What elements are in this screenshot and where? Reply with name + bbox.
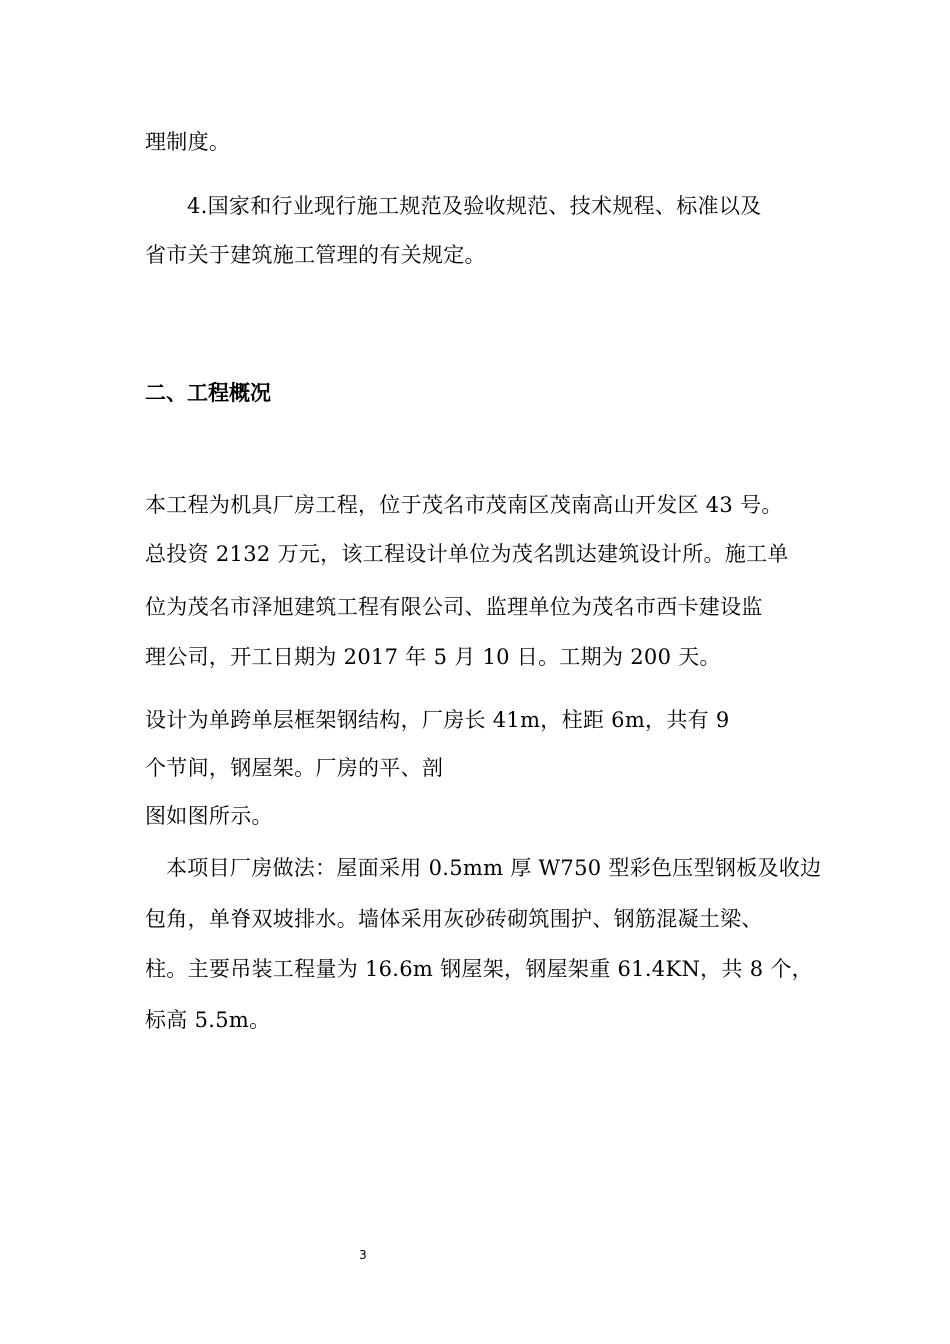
method-line-3: 柱。主要吊装工程量为 16.6m 钢屋架，钢屋架重 61.4KN，共 8 个，: [145, 957, 813, 981]
section-heading: 二、工程概况: [145, 381, 271, 405]
overview-line-3: 位为茂名市泽旭建筑工程有限公司、监理单位为茂名市西卡建设监: [145, 595, 763, 619]
design-line-3: 图如图所示。: [145, 804, 273, 828]
overview-line-4: 理公司，开工日期为 2017 年 5 月 10 日。工期为 200 天。: [145, 645, 721, 669]
overview-line-1: 本工程为机具厂房工程，位于茂名市茂南区茂南高山开发区 43 号。: [145, 493, 783, 517]
intro-line-2: 4.国家和行业现行施工规范及验收规范、技术规程、标准以及: [187, 194, 762, 218]
intro-line-1: 理制度。: [145, 130, 231, 154]
overview-line-2: 总投资 2132 万元，该工程设计单位为茂名凯达建筑设计所。施工单: [145, 542, 789, 566]
method-line-1: 本项目厂房做法：屋面采用 0.5mm 厚 W750 型彩色压型钢板及收边: [166, 856, 822, 880]
method-line-2: 包角，单脊双坡排水。墙体采用灰砂砖砌筑围护、钢筋混凝土梁、: [145, 907, 763, 931]
design-line-2: 个节间，钢屋架。厂房的平、剖: [145, 756, 444, 780]
intro-line-3: 省市关于建筑施工管理的有关规定。: [145, 243, 486, 267]
design-line-1: 设计为单跨单层框架钢结构，厂房长 41m，柱距 6m，共有 9: [145, 708, 730, 732]
page-number: 3: [359, 1248, 367, 1262]
method-line-4: 标高 5.5m。: [145, 1008, 271, 1032]
